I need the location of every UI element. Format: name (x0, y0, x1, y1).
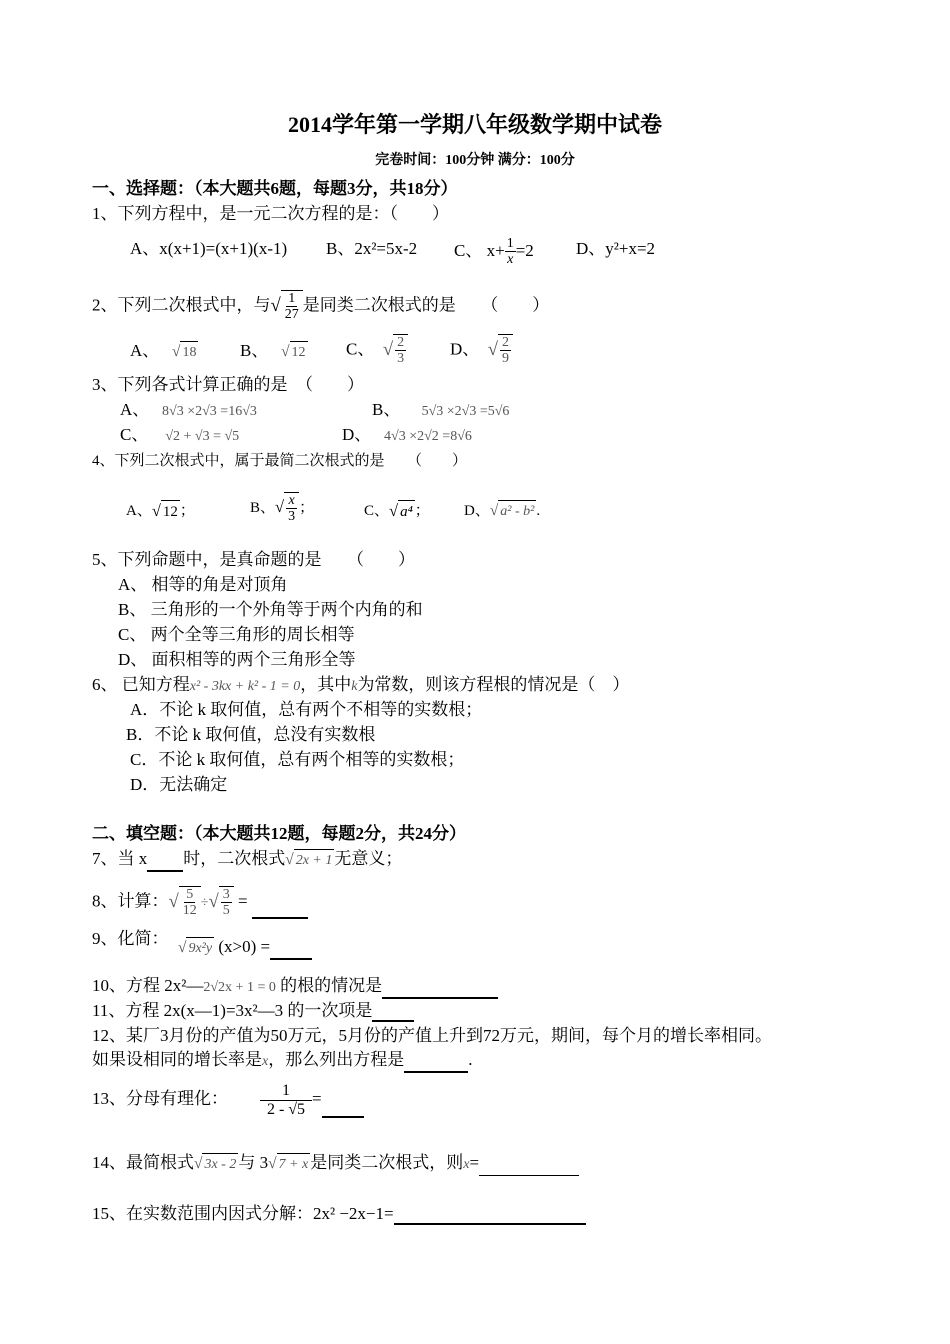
option-label: D、 (342, 425, 372, 444)
q8 (92, 886, 308, 919)
sqrt-icon: √ (194, 1154, 203, 1172)
q1-option-c-prefix: C、 x+ (454, 240, 505, 260)
q1-option-d: D、y²+x=2 (576, 239, 656, 258)
q14-answer-blank[interactable] (479, 1157, 579, 1176)
frac-numerator: 1 (506, 236, 514, 251)
q3-option-b (372, 399, 509, 423)
expression: 8√3 ×2√3 =16√3 (162, 404, 257, 419)
q4-option-a (126, 500, 195, 523)
q13-equals: = (312, 1089, 322, 1108)
exam-info: 完卷时间：100分钟 满分：100分 (375, 153, 575, 168)
q5-option-d: D、 面积相等的两个三角形全等 (118, 650, 356, 669)
q14-prefix: 14、最简根式 (92, 1153, 194, 1172)
frac-denominator: 5 (222, 903, 230, 919)
q11-text: 11、方程 2x(x—1)=3x²—3 的一次项是 (92, 1001, 373, 1020)
q4-option-b (250, 492, 314, 525)
sqrt-icon: √ (151, 501, 161, 521)
radicand: 3x - 2 (202, 1153, 238, 1176)
q8-answer-blank[interactable] (252, 899, 308, 919)
option-label: A、 (130, 341, 160, 360)
sqrt-icon: √ (268, 1154, 277, 1172)
q7-mid: 时，二次根式 (183, 849, 286, 868)
q6-option-d: D．无法确定 (130, 775, 228, 794)
punct: . (468, 1050, 473, 1069)
option-label: C、 (346, 339, 375, 359)
q2-option-c (346, 334, 408, 367)
frac-denominator: x (507, 252, 514, 268)
q12-prefix: 如果设相同的增长率是 (92, 1050, 262, 1069)
punct: ； (179, 503, 195, 519)
q6-stem-suffix: 为常数，则该方程根的情况是（ ） (357, 675, 630, 694)
option-label: C、 (120, 425, 149, 444)
section-1-heading: 一、选择题：（本大题共6题，每题3分，共18分） (92, 179, 458, 198)
frac-numerator: x (288, 493, 295, 508)
q7 (92, 848, 402, 872)
q4-stem: 4、下列二次根式中，属于最简二次根式的是 （ ） (92, 453, 468, 469)
frac-numerator: 2 (397, 335, 405, 350)
expression: 4√3 ×2√2 =8√6 (384, 429, 472, 444)
radicand: 9x²y (186, 937, 214, 960)
q15 (92, 1203, 586, 1225)
section-2-heading: 二、填空题：（本大题共12题，每题2分，共24分） (92, 824, 466, 843)
q1-option-c (454, 236, 534, 268)
option-label: A、 (126, 503, 152, 519)
sqrt-icon: √ (208, 890, 219, 912)
q2-stem-prefix: 2、下列二次根式中，与 (92, 295, 271, 315)
radicand: a⁴ (398, 500, 415, 523)
sqrt-icon: √ (275, 497, 285, 517)
radicand: 18 (180, 341, 198, 364)
frac-numerator: 5 (186, 887, 194, 902)
divide-operator: ÷ (200, 895, 209, 911)
q1-option-c-suffix: =2 (515, 240, 534, 260)
q11-answer-blank[interactable] (372, 1002, 414, 1022)
frac-denominator: 27 (284, 307, 299, 323)
q4-option-d (464, 500, 540, 523)
expression: √2 + √3 = √5 (165, 429, 240, 444)
q13-expr (260, 1082, 364, 1118)
q11 (92, 1000, 414, 1022)
q6-option-b: B．不论 k 取何值，总没有实数根 (126, 725, 376, 744)
q12-line-2 (92, 1049, 472, 1073)
q10 (92, 975, 498, 999)
q14-variable: x (463, 1157, 470, 1172)
q1-option-b: B、2x²=5x-2 (326, 239, 418, 258)
q10-answer-blank[interactable] (382, 979, 498, 999)
q12-line-1: 12、某厂3月份的产值为50万元，5月份的产值上升到72万元，期间，每个月的增长率相同。 (92, 1026, 772, 1045)
sqrt-icon: √ (487, 338, 499, 360)
q3-option-a (120, 399, 257, 423)
frac-numerator: 1 (260, 1082, 312, 1101)
q5-stem: 5、下列命题中，是真命题的是 （ ） (92, 550, 415, 569)
q1-stem: 1、下列方程中，是一元二次方程的是：（ ） (92, 204, 449, 223)
radicand: 2x + 1 (294, 849, 335, 872)
q9-prefix: 9、化简： (92, 929, 169, 948)
q10-expression: 2√2x + 1 = 0 (203, 980, 276, 995)
q2-option-d (450, 334, 513, 367)
q3-option-d (342, 424, 472, 448)
q10-prefix: 10、方程 2x²— (92, 976, 204, 995)
sqrt-icon: √ (389, 501, 399, 521)
q6-variable: k (351, 679, 358, 694)
q2-option-a (130, 340, 198, 364)
q7-answer-blank[interactable] (147, 852, 183, 872)
q2-stem (92, 290, 549, 323)
q3-stem: 3、下列各式计算正确的是 （ ） (92, 375, 364, 394)
q7-prefix: 7、当 x (92, 849, 148, 868)
q5-option-b: B、 三角形的一个外角等于两个内角的和 (118, 600, 423, 619)
radicand: a² - b² (498, 500, 536, 523)
q4-option-c (364, 500, 430, 523)
q6-stem (92, 674, 629, 698)
q14-mid: 与 3 (238, 1153, 269, 1172)
sqrt-icon: √ (168, 890, 179, 912)
option-label: D、 (464, 503, 490, 519)
frac-numerator: 3 (222, 887, 230, 902)
sqrt-icon: √ (178, 938, 187, 956)
frac-denominator: 12 (182, 903, 197, 919)
frac-denominator: 9 (502, 351, 510, 367)
option-label: D、 (450, 339, 480, 359)
q15-expression: 2x² −2x−1= (313, 1204, 394, 1223)
frac-denominator: 3 (288, 509, 296, 525)
q13 (92, 1088, 228, 1110)
q7-suffix: 无意义； (334, 849, 403, 868)
q1-option-c-fraction (505, 236, 516, 268)
q2-option-b (240, 340, 308, 364)
punct: ； (299, 499, 315, 516)
q3-option-c (120, 424, 239, 448)
q6-stem-prefix: 6、 已知方程 (92, 675, 190, 694)
q8-prefix: 8、计算： (92, 891, 169, 911)
q8-equals: = (237, 891, 252, 911)
q6-option-c: C．不论 k 取何值，总有两个相等的实数根； (130, 750, 465, 769)
radicand: 12 (161, 500, 180, 523)
option-label: B、 (372, 400, 401, 419)
sqrt-icon: √ (382, 338, 394, 360)
expression: 5√3 ×2√3 =5√6 (421, 404, 510, 419)
radicand: 7 + x (277, 1153, 311, 1176)
q5-option-a: A、 相等的角是对顶角 (118, 575, 288, 594)
q12-variable: x (262, 1054, 269, 1069)
q15-prefix: 15、在实数范围内因式分解： (92, 1204, 313, 1223)
q13-answer-blank[interactable] (322, 1098, 364, 1118)
q6-stem-mid: ，其中 (300, 675, 352, 694)
frac-numerator: 2 (502, 335, 510, 350)
punct: ； (414, 503, 430, 519)
q6-option-a: A．不论 k 取何值，总有两个不相等的实数根； (130, 700, 483, 719)
option-label: A、 (120, 400, 150, 419)
q14-equals: = (469, 1153, 480, 1172)
sqrt-icon: √ (281, 342, 290, 360)
frac-numerator: 1 (288, 291, 296, 306)
q15-answer-blank[interactable] (394, 1205, 586, 1225)
q9 (92, 928, 169, 950)
q9-suffix: (x>0) = (214, 937, 271, 956)
option-label: C、 (364, 503, 390, 519)
q12-suffix: ，那么列出方程是 (268, 1050, 405, 1069)
sqrt-icon: √ (172, 342, 181, 360)
option-label: B、 (240, 341, 269, 360)
sqrt-icon: √ (489, 502, 499, 520)
q9-answer-blank[interactable] (270, 940, 312, 960)
sqrt-icon: √ (270, 294, 281, 316)
page-title: 2014学年第一学期八年级数学期中试卷 (287, 112, 662, 137)
q5-option-c: C、 两个全等三角形的周长相等 (118, 625, 355, 644)
q1-option-a: A、x(x+1)=(x+1)(x-1) (130, 239, 288, 258)
q12-answer-blank[interactable] (404, 1053, 468, 1073)
punct: . (536, 503, 541, 519)
q2-stem-suffix: 是同类二次根式的是 （ ） (302, 295, 550, 315)
q2-radical (271, 290, 303, 323)
q10-suffix: 的根的情况是 (280, 976, 383, 995)
frac-denominator: 3 (397, 351, 405, 367)
sqrt-icon: √ (285, 850, 294, 868)
q14 (92, 1152, 579, 1176)
q13-prefix: 13、分母有理化： (92, 1089, 228, 1108)
option-label: B、 (250, 499, 276, 516)
q14-suffix: 是同类二次根式，则 (310, 1153, 464, 1172)
q9-expr (178, 936, 312, 960)
frac-denominator: 2 - √5 (266, 1100, 306, 1118)
q6-equation: x² - 3kx + k² - 1 = 0 (189, 679, 301, 694)
radicand: 12 (290, 341, 308, 364)
